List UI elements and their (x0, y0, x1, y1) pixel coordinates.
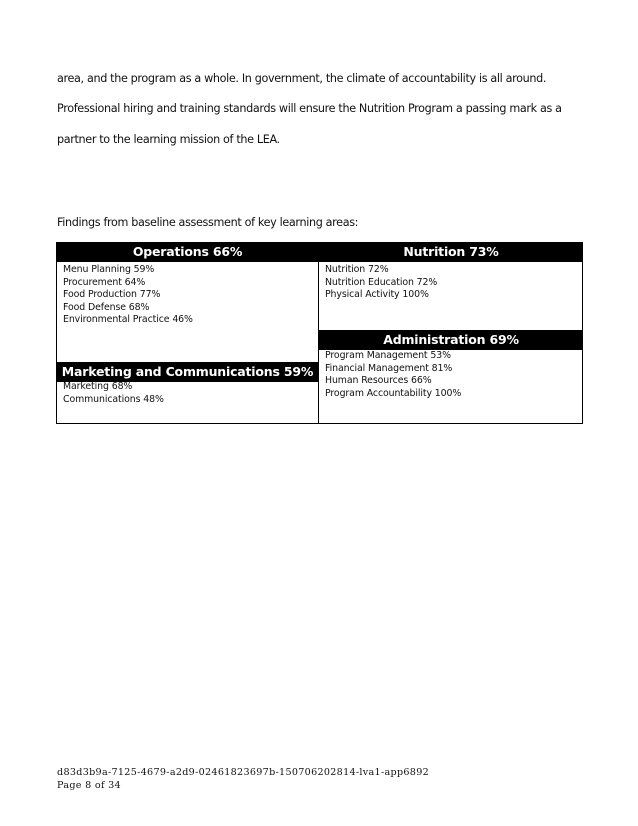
operations-item: Food Defense 68% (63, 301, 150, 313)
nutrition-header: Nutrition 73% (319, 242, 583, 262)
marketing-item: Communications 48% (63, 393, 164, 405)
footer-page-number: Page 8 of 34 (57, 780, 121, 791)
operations-item: Procurement 64% (63, 276, 146, 288)
nutrition-item: Nutrition Education 72% (325, 276, 438, 288)
operations-item: Menu Planning 59% (63, 264, 155, 275)
administration-item: Financial Management 81% (325, 362, 453, 374)
administration-header: Administration 69% (319, 330, 583, 350)
marketing-items (63, 381, 164, 406)
operations-item: Environmental Practice 46% (63, 314, 193, 325)
operations-header: Operations 66% (56, 242, 319, 262)
findings-intro: Findings from baseline assessment of key learning areas: (57, 216, 359, 229)
nutrition-item: Physical Activity 100% (325, 289, 429, 300)
marketing-header: Marketing and Communications 59% (56, 362, 319, 382)
nutrition-item: Nutrition 72% (325, 264, 389, 275)
body-text-line-1: area, and the program as a whole. In government, the climate of accountability is all around. (57, 72, 547, 85)
marketing-item: Marketing 68% (63, 381, 133, 392)
footer-doc-id: d83d3b9a-7125-4679-a2d9-02461823697b-150706202814-lva1-app6892 (57, 767, 430, 778)
operations-item: Food Production 77% (63, 289, 161, 300)
administration-item: Human Resources 66% (325, 375, 432, 386)
administration-items (325, 350, 461, 400)
administration-item: Program Accountability 100% (325, 387, 462, 399)
body-text-line-2: Professional hiring and training standards will ensure the Nutrition Program a passing mark as a (57, 102, 562, 115)
nutrition-items (325, 264, 437, 302)
body-text-line-3: partner to the learning mission of the LEA. (57, 133, 280, 146)
operations-items (63, 264, 193, 327)
administration-item: Program Management 53% (325, 350, 451, 361)
